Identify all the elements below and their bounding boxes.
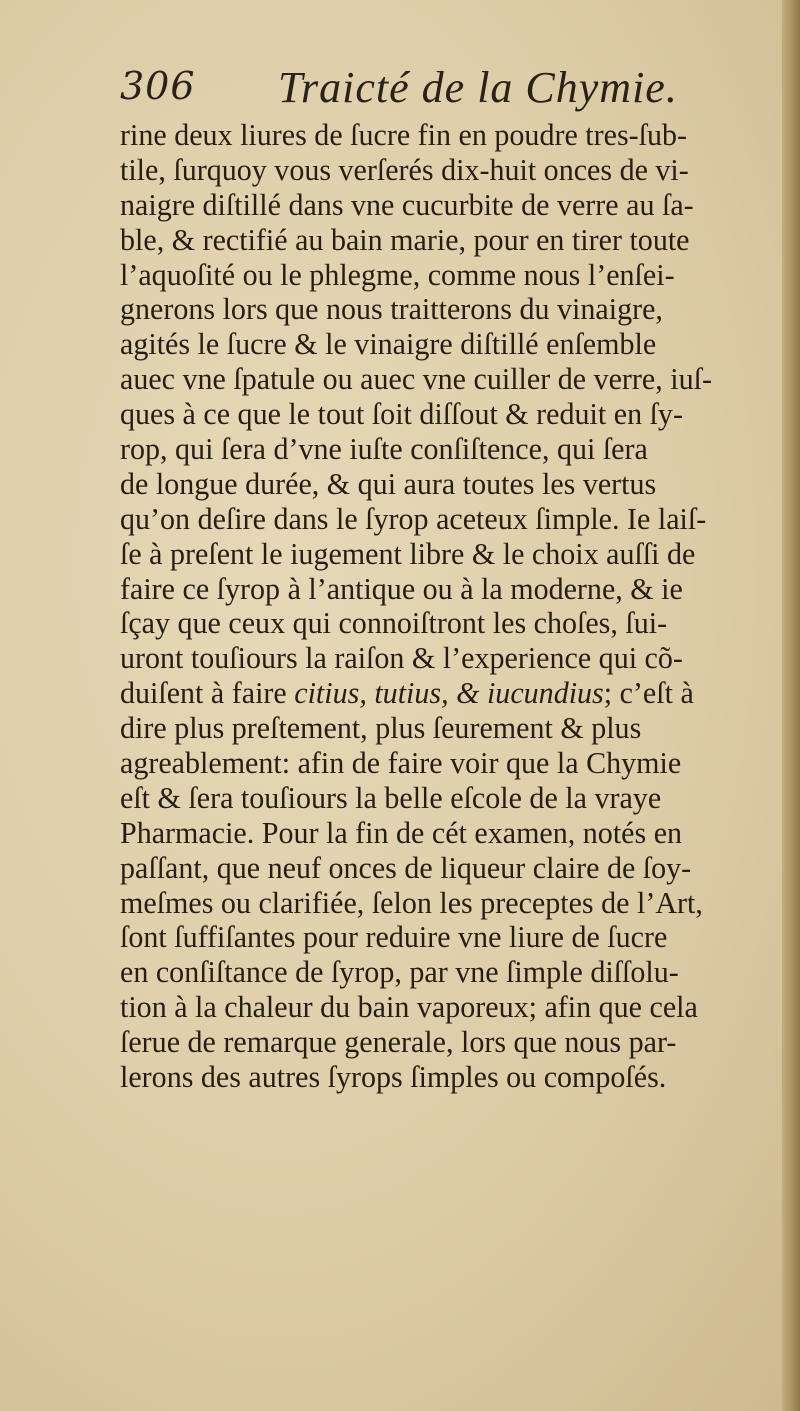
text-line: ques à ce que le tout ſoit diſſout & reduit en ſy- [120,397,683,432]
text-line-mixed [120,676,760,711]
running-title: Traicté de la Chymie. [278,63,678,112]
text-line: eſt & ſera touſiours la belle eſcole de la vraye [120,780,662,815]
text-line: dire plus preſtement, plus ſeurement & plus [120,711,642,746]
page-number: 306 [120,64,196,108]
text-line: auec vne ſpatule ou auec vne cuiller de verre, iuſ- [120,362,712,397]
body-text [120,118,770,1095]
text-line: paſſant, que neuf onces de liqueur claire de ſoy- [120,850,692,885]
text-line: rop, qui ſera d’vne iuſte conſiſtence, qui ſera [120,432,648,467]
text-line: tion à la chaleur du bain vaporeux; afin que cela [120,990,698,1025]
text-line: ble, & rectifié au bain marie, pour en tirer toute [120,222,690,257]
text-line: uront touſiours la raiſon & l’experience qui cõ- [120,641,683,676]
text-span: ; c’eſt à [603,676,694,711]
text-line: rine deux liures de ſucre fin en poudre tres-ſub- [120,118,688,152]
text-line: ſerue de remarque generale, lors que nous par- [120,1025,677,1060]
text-line: de longue durée, & qui aura toutes les vertus [120,466,657,501]
text-line: Pharmacie. Pour la fin de cét examen, notés en [120,815,683,850]
text-line: ſçay que ceux qui connoiſtront les choſes, ſui- [120,606,668,641]
text-line: ſe à preſent le iugement libre & le choix auſſi de [120,536,696,571]
text-span: duiſent à faire [120,676,295,711]
text-line: tile, ſurquoy vous verſerés dix-huit onces de vi- [120,152,689,187]
text-line: gnerons lors que nous traitterons du vinaigre, [120,292,663,327]
text-line: l’aquoſité ou le phlegme, comme nous l’enſei- [120,257,675,292]
text-line: naigre diſtillé dans vne cucurbite de verre au ſa- [120,187,694,222]
text-line: en conſiſtance de ſyrop, par vne ſimple diſſolu- [120,955,679,990]
text-line: agités le ſucre & le vinaigre diſtillé enſemble [120,327,657,362]
page-header [118,62,678,110]
page-edge [782,0,800,1411]
text-line: ſont ſuffiſantes pour reduire vne liure de ſucre [120,920,668,955]
text-line: lerons des autres ſyrops ſimples ou compoſés. [120,1060,667,1095]
italic-latin-phrase: citius, tutius, & iucundius [294,676,604,711]
text-line: qu’on deſire dans le ſyrop aceteux ſimple. Ie laiſ- [120,501,707,536]
text-line: agreablement: afin de faire voir que la Chymie [120,746,682,781]
text-line: faire ce ſyrop à l’antique ou à la moderne, & ie [120,571,683,606]
text-line: meſmes ou clarifiée, ſelon les preceptes de l’Art, [120,885,703,920]
